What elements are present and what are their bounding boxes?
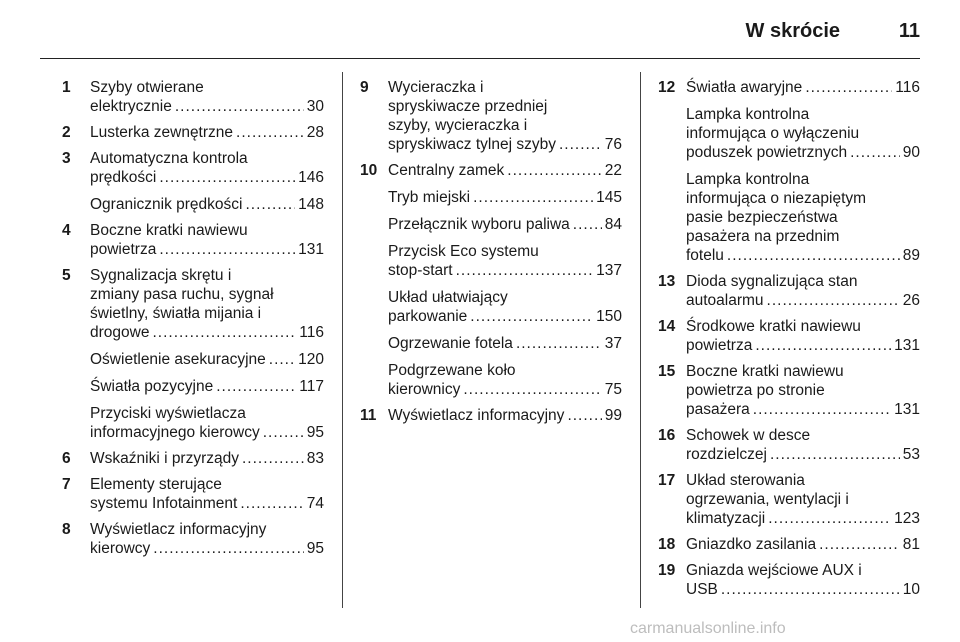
entry-text-line	[90, 423, 324, 442]
entry-page-ref[interactable]: 120	[298, 351, 324, 368]
entry-number: 17	[658, 472, 676, 489]
entry-page-ref[interactable]: 89	[902, 247, 920, 264]
index-entry	[360, 215, 622, 234]
entry-text-line	[388, 406, 622, 425]
entry-text-line	[686, 78, 920, 97]
entry-text: informacyjnego kierowcy	[90, 424, 260, 441]
index-entry	[658, 272, 920, 310]
index-column-3	[658, 78, 920, 606]
index-entry	[62, 475, 324, 513]
entry-text-line	[686, 246, 920, 265]
entry-text-line	[686, 561, 920, 580]
entry-text-line	[90, 475, 324, 494]
entry-text: Przycisk Eco systemu	[388, 243, 539, 260]
dot-leader	[456, 261, 594, 280]
entry-page-ref[interactable]: 26	[902, 292, 920, 309]
entry-text-line	[686, 509, 920, 528]
entry-number: 2	[62, 124, 71, 141]
entry-text: świetlny, światła mijania i	[90, 305, 262, 322]
entry-text-line	[686, 143, 920, 162]
entry-text: elektrycznie	[90, 98, 172, 115]
index-entry	[62, 195, 324, 214]
entry-text-line	[388, 161, 622, 180]
entry-text: Lusterka zewnętrzne	[90, 124, 234, 141]
entry-text-line	[90, 323, 324, 342]
entry-text: Wyświetlacz informacyjny	[90, 521, 267, 538]
entry-text-line	[388, 188, 622, 207]
entry-text: zmiany pasa ruchu, sygnał	[90, 286, 274, 303]
entry-text: Wyświetlacz informacyjny	[388, 407, 565, 424]
entry-page-ref[interactable]: 145	[596, 189, 622, 206]
entry-text: Światła pozycyjne	[90, 378, 214, 395]
entry-number: 19	[658, 562, 676, 579]
dot-leader	[152, 323, 296, 342]
entry-text: spryskiwacze przedniej	[388, 98, 548, 115]
entry-text-line	[686, 471, 920, 490]
entry-text-line	[686, 189, 920, 208]
entry-text: Tryb miejski	[388, 189, 471, 206]
entry-number: 18	[658, 536, 676, 553]
entry-page-ref[interactable]: 150	[596, 308, 622, 325]
entry-text-line	[388, 116, 622, 135]
entry-text: stop-start	[388, 262, 453, 279]
dot-leader	[159, 168, 295, 187]
entry-text: Sygnalizacja skrętu i	[90, 267, 232, 284]
index-entry	[360, 78, 622, 154]
entry-text: Ogrzewanie fotela	[388, 335, 513, 352]
entry-number: 10	[360, 162, 378, 179]
index-entry	[62, 404, 324, 442]
dot-leader	[470, 307, 593, 326]
entry-page-ref[interactable]: 95	[306, 424, 324, 441]
index-entry	[62, 266, 324, 342]
dot-leader	[516, 334, 602, 353]
entry-page-ref[interactable]: 148	[298, 196, 324, 213]
dot-leader	[727, 246, 900, 265]
entry-text: spryskiwacz tylnej szyby	[388, 136, 556, 153]
index-entry	[658, 426, 920, 464]
index-entry	[658, 362, 920, 419]
dot-leader	[753, 400, 891, 419]
entry-page-ref[interactable]: 131	[894, 337, 920, 354]
entry-text: Podgrzewane koło	[388, 362, 516, 379]
entry-text-line	[90, 266, 324, 285]
dot-leader	[463, 380, 601, 399]
entry-number: 8	[62, 521, 71, 538]
entry-text: pasażera	[686, 401, 750, 418]
dot-leader	[263, 423, 304, 442]
entry-text: ogrzewania, wentylacji i	[686, 491, 849, 508]
dot-leader	[770, 445, 900, 464]
entry-text: Światła awaryjne	[686, 79, 803, 96]
dot-leader	[236, 123, 304, 142]
entry-number: 9	[360, 79, 369, 96]
index-entry	[360, 242, 622, 280]
page-title: W skrócie	[745, 20, 840, 42]
index-entry	[658, 535, 920, 554]
entry-text-line	[686, 272, 920, 291]
entry-number: 15	[658, 363, 676, 380]
dot-leader	[216, 377, 296, 396]
entry-page-ref[interactable]: 131	[894, 401, 920, 418]
entry-text: Układ sterowania	[686, 472, 805, 489]
dot-leader	[755, 336, 891, 355]
entry-text: informująca o niezapiętym	[686, 190, 867, 207]
entry-text: kierowcy	[90, 540, 151, 557]
entry-number: 12	[658, 79, 676, 96]
entry-text-line	[90, 449, 324, 468]
entry-text: drogowe	[90, 324, 150, 341]
dot-leader	[240, 494, 303, 513]
entry-text-line	[686, 336, 920, 355]
entry-page-ref[interactable]: 37	[604, 335, 622, 352]
entry-text-line	[90, 149, 324, 168]
entry-text-line	[686, 362, 920, 381]
entry-text: Centralny zamek	[388, 162, 505, 179]
dot-leader	[473, 188, 593, 207]
index-entry	[62, 78, 324, 116]
entry-text: Układ ułatwiający	[388, 289, 508, 306]
entry-text: Boczne kratki nawiewu	[686, 363, 844, 380]
header-divider	[40, 58, 920, 59]
entry-page-ref[interactable]: 131	[298, 241, 324, 258]
entry-text-line	[388, 135, 622, 154]
entry-text-line	[90, 285, 324, 304]
watermark: carmanualsonline.info	[630, 620, 786, 637]
entry-text-line	[90, 520, 324, 539]
index-entry	[658, 317, 920, 355]
entry-page-ref[interactable]: 81	[902, 536, 920, 553]
entry-text: Lampka kontrolna	[686, 171, 810, 188]
entry-text: Gniazdko zasilania	[686, 536, 817, 553]
entry-text-line	[388, 215, 622, 234]
index-entry	[62, 520, 324, 558]
index-column-2	[360, 78, 622, 432]
index-entry	[62, 123, 324, 142]
entry-page-ref[interactable]: 22	[604, 162, 622, 179]
entry-text: powietrza po stronie	[686, 382, 825, 399]
index-entry	[62, 149, 324, 187]
entry-text-line	[686, 400, 920, 419]
entry-text: Ogranicznik prędkości	[90, 196, 243, 213]
entry-page-ref[interactable]: 83	[306, 450, 324, 467]
entry-text-line	[686, 580, 920, 599]
entry-page-ref[interactable]: 90	[902, 144, 920, 161]
entry-text: Elementy sterujące	[90, 476, 222, 493]
index-entry	[360, 161, 622, 180]
index-entry	[360, 361, 622, 399]
entry-text-line	[388, 242, 622, 261]
entry-text: kierownicy	[388, 381, 461, 398]
entry-number: 6	[62, 450, 71, 467]
page-number: 11	[898, 20, 920, 42]
entry-text: prędkości	[90, 169, 157, 186]
entry-text-line	[686, 170, 920, 189]
entry-text: Automatyczna kontrola	[90, 150, 248, 167]
entry-text-line	[90, 539, 324, 558]
entry-text: parkowanie	[388, 308, 468, 325]
entry-number: 14	[658, 318, 676, 335]
column-divider	[640, 72, 641, 608]
index-entry	[658, 105, 920, 162]
entry-text-line	[686, 291, 920, 310]
dot-leader	[159, 240, 295, 259]
entry-text-line	[90, 97, 324, 116]
entry-text-line	[388, 261, 622, 280]
entry-text-line	[686, 317, 920, 336]
entry-number: 3	[62, 150, 71, 167]
entry-text: Wskaźniki i przyrządy	[90, 450, 239, 467]
dot-leader	[269, 350, 295, 369]
entry-number: 4	[62, 222, 71, 239]
entry-text-line	[686, 535, 920, 554]
entry-text-line	[686, 490, 920, 509]
entry-number: 16	[658, 427, 676, 444]
entry-number: 13	[658, 273, 676, 290]
entry-page-ref[interactable]: 28	[306, 124, 324, 141]
entry-text-line	[388, 361, 622, 380]
dot-leader	[507, 161, 601, 180]
index-entry	[62, 221, 324, 259]
entry-text: Boczne kratki nawiewu	[90, 222, 248, 239]
entry-text: powietrza	[90, 241, 157, 258]
entry-text-line	[90, 350, 324, 369]
dot-leader	[805, 78, 892, 97]
entry-page-ref[interactable]: 117	[299, 378, 324, 395]
entry-number: 11	[360, 407, 377, 424]
index-entry	[360, 288, 622, 326]
index-entry	[62, 449, 324, 468]
index-entry	[360, 406, 622, 425]
entry-text-line	[90, 78, 324, 97]
dot-leader	[721, 580, 900, 599]
entry-page-ref[interactable]: 123	[894, 510, 920, 527]
entry-text: fotelu	[686, 247, 724, 264]
entry-text-line	[388, 334, 622, 353]
dot-leader	[559, 135, 602, 154]
entry-page-ref[interactable]: 84	[604, 216, 622, 233]
index-column-1	[62, 78, 324, 565]
entry-text-line	[90, 404, 324, 423]
entry-text-line	[686, 445, 920, 464]
entry-page-ref[interactable]: 116	[299, 324, 324, 341]
entry-page-ref[interactable]: 99	[604, 407, 622, 424]
entry-text-line	[90, 195, 324, 214]
entry-page-ref[interactable]: 95	[306, 540, 324, 557]
entry-text-line	[90, 494, 324, 513]
entry-page-ref[interactable]: 74	[306, 495, 324, 512]
index-entry	[658, 561, 920, 599]
entry-text: Szyby otwierane	[90, 79, 204, 96]
entry-text-line	[388, 78, 622, 97]
entry-page-ref[interactable]: 137	[596, 262, 622, 279]
entry-text-line	[686, 381, 920, 400]
entry-text: szyby, wycieraczka i	[388, 117, 528, 134]
entry-text: Wycieraczka i	[388, 79, 484, 96]
entry-text-line	[90, 168, 324, 187]
entry-text-line	[388, 288, 622, 307]
entry-text: systemu Infotainment	[90, 495, 238, 512]
index-entry	[658, 471, 920, 528]
entry-text: Środkowe kratki nawiewu	[686, 318, 861, 335]
entry-text: poduszek powietrznych	[686, 144, 848, 161]
entry-page-ref[interactable]: 146	[298, 169, 324, 186]
entry-text: powietrza	[686, 337, 753, 354]
entry-text: Przyciski wyświetlacza	[90, 405, 246, 422]
entry-number: 7	[62, 476, 71, 493]
dot-leader	[242, 449, 304, 468]
entry-text-line	[686, 124, 920, 143]
entry-number: 5	[62, 267, 71, 284]
entry-text-line	[90, 377, 324, 396]
entry-text-line	[686, 426, 920, 445]
entry-number: 1	[62, 79, 71, 96]
index-entry	[360, 188, 622, 207]
entry-text: pasażera na przednim	[686, 228, 840, 245]
index-entry	[658, 78, 920, 97]
entry-text-line	[686, 105, 920, 124]
dot-leader	[175, 97, 304, 116]
entry-text: Przełącznik wyboru paliwa	[388, 216, 570, 233]
dot-leader	[567, 406, 601, 425]
index-entry	[62, 350, 324, 369]
entry-page-ref[interactable]: 116	[895, 79, 920, 96]
entry-text-line	[90, 304, 324, 323]
column-divider	[342, 72, 343, 608]
entry-page-ref[interactable]: 76	[604, 136, 622, 153]
entry-text-line	[388, 380, 622, 399]
entry-text: Lampka kontrolna	[686, 106, 810, 123]
entry-text: Gniazda wejściowe AUX i	[686, 562, 862, 579]
index-entry	[62, 377, 324, 396]
index-entry	[658, 170, 920, 265]
entry-page-ref[interactable]: 30	[306, 98, 324, 115]
entry-text: USB	[686, 581, 718, 598]
entry-text-line	[90, 221, 324, 240]
entry-text-line	[686, 208, 920, 227]
dot-leader	[245, 195, 295, 214]
dot-leader	[819, 535, 900, 554]
index-entry	[360, 334, 622, 353]
entry-text: Schowek w desce	[686, 427, 811, 444]
dot-leader	[153, 539, 303, 558]
entry-page-ref[interactable]: 10	[902, 581, 920, 598]
dot-leader	[768, 509, 891, 528]
entry-text: rozdzielczej	[686, 446, 767, 463]
entry-page-ref[interactable]: 75	[604, 381, 622, 398]
entry-text: autoalarmu	[686, 292, 764, 309]
dot-leader	[573, 215, 602, 234]
entry-text-line	[388, 307, 622, 326]
entry-text: pasie bezpieczeństwa	[686, 209, 838, 226]
entry-text-line	[388, 97, 622, 116]
dot-leader	[850, 143, 900, 162]
entry-text-line	[90, 123, 324, 142]
entry-page-ref[interactable]: 53	[902, 446, 920, 463]
entry-text: Oświetlenie asekuracyjne	[90, 351, 266, 368]
dot-leader	[767, 291, 900, 310]
entry-text-line	[90, 240, 324, 259]
entry-text: informująca o wyłączeniu	[686, 125, 860, 142]
entry-text-line	[686, 227, 920, 246]
entry-text: Dioda sygnalizująca stan	[686, 273, 858, 290]
entry-text: klimatyzacji	[686, 510, 766, 527]
